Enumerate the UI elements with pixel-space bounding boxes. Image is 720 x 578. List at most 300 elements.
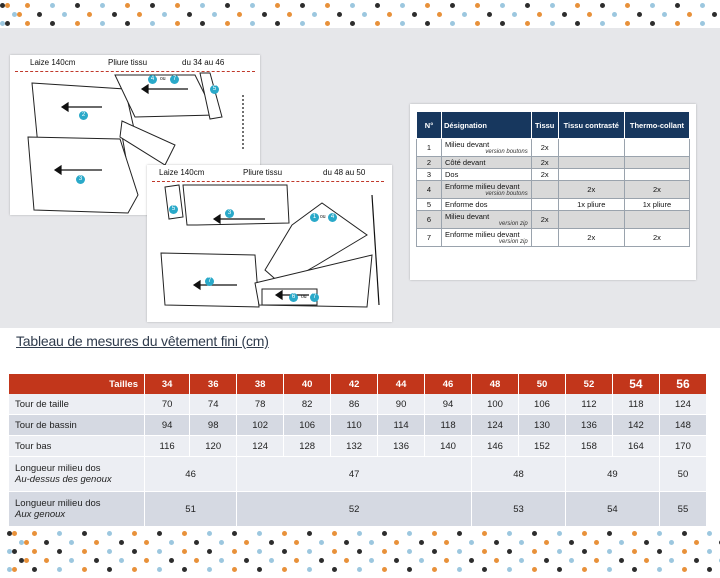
decor-dot (150, 3, 155, 8)
decor-dot (24, 558, 29, 563)
mesure-value-cell: 124 (659, 394, 706, 415)
decor-dot (594, 540, 599, 545)
decor-dot (650, 3, 655, 8)
decor-dot (632, 549, 637, 554)
mesure-row (9, 394, 707, 415)
decor-dot (207, 549, 212, 554)
laize-label: Laize 140cm (159, 168, 205, 177)
piece-badge-5: 5 (169, 205, 178, 214)
decor-dot (319, 540, 324, 545)
tailles-header: Tailles (9, 374, 145, 394)
decor-dot (569, 540, 574, 545)
decor-dot (632, 531, 637, 536)
decor-dot (387, 12, 392, 17)
decor-dot (225, 21, 230, 26)
decor-dot (357, 531, 362, 536)
mesure-row-label: Tour de taille (9, 394, 145, 415)
decor-dot (32, 549, 37, 554)
tissu-version-note: version zip (499, 221, 528, 227)
tissu-designation-cell (442, 211, 532, 229)
decor-dot (50, 3, 55, 8)
decor-dot (100, 21, 105, 26)
tissu-row (417, 139, 690, 157)
decor-dot (612, 12, 617, 17)
decor-dot (200, 21, 205, 26)
mesure-value-cell: 70 (145, 394, 190, 415)
decor-dot (662, 12, 667, 17)
tissu-thermo-cell (624, 229, 689, 247)
tissu-designation-cell (442, 139, 532, 157)
decor-dot (25, 21, 30, 26)
tissu-num-cell (417, 211, 442, 229)
tissu-qty-cell-text: 2x (540, 158, 549, 167)
mesure-value-cell: 136 (378, 436, 425, 457)
decor-dot (450, 3, 455, 8)
decor-dot (25, 3, 30, 8)
decor-dot (157, 549, 162, 554)
decor-dot (500, 21, 505, 26)
decor-dot (194, 540, 199, 545)
decor-dot (557, 549, 562, 554)
pattern-pieces-drawing (147, 165, 392, 322)
piece-ou-label: ou (301, 294, 307, 300)
decor-dot (675, 21, 680, 26)
decor-dot (82, 549, 87, 554)
decor-dot (57, 549, 62, 554)
tissu-qty-cell (531, 157, 558, 169)
decor-dot (44, 540, 49, 545)
longueur-row (9, 457, 707, 492)
col-num: N° (417, 112, 442, 139)
tissu-thermo-cell (624, 199, 689, 211)
decor-dot (375, 21, 380, 26)
decor-dot (175, 3, 180, 8)
decor-dot (132, 531, 137, 536)
tissu-designation-cell-text: Dos (445, 170, 459, 179)
tissu-contraste-cell-text: 1x pliure (577, 200, 606, 209)
col-tissu: Tissu (531, 112, 558, 139)
mesure-value-cell: 98 (190, 415, 237, 436)
longueur-value-cell: 55 (659, 492, 706, 527)
decor-dot (32, 531, 37, 536)
tissu-designation-cell-text: Milieu devant (445, 140, 490, 149)
decor-dot (619, 540, 624, 545)
piece-badge-6: 6 (289, 293, 298, 302)
mesure-value-cell: 86 (331, 394, 378, 415)
decor-dot (475, 3, 480, 8)
decor-dot (44, 558, 49, 563)
decor-dot (200, 3, 205, 8)
decor-dot (5, 3, 10, 8)
decor-dot (12, 567, 17, 572)
decor-dot (550, 3, 555, 8)
decor-dot (500, 3, 505, 8)
decor-dot (532, 531, 537, 536)
mesure-value-cell: 106 (284, 415, 331, 436)
decor-dot (232, 567, 237, 572)
mesures-title: Tableau de mesures du vêtement fini (cm) (16, 333, 269, 349)
mesure-value-cell: 102 (237, 415, 284, 436)
decor-dot (482, 567, 487, 572)
longueur-value-cell: 49 (565, 457, 659, 492)
decor-dot (419, 558, 424, 563)
decor-dot (694, 558, 699, 563)
mesure-value-cell: 142 (612, 415, 659, 436)
decor-dot (382, 567, 387, 572)
decor-dot (157, 531, 162, 536)
mesure-value-cell: 118 (425, 415, 472, 436)
decor-dot (507, 567, 512, 572)
decor-dot (232, 549, 237, 554)
decor-dot (469, 558, 474, 563)
decor-dot (632, 567, 637, 572)
decor-dot (12, 549, 17, 554)
decor-dot (682, 531, 687, 536)
decor-dot (312, 12, 317, 17)
tissu-num-cell-text: 1 (426, 143, 432, 152)
tissu-row (417, 181, 690, 199)
decor-dot (419, 540, 424, 545)
decor-dot (457, 549, 462, 554)
longueur-value-cell: 48 (472, 457, 566, 492)
decor-dot (557, 567, 562, 572)
decor-dot (394, 540, 399, 545)
decor-dot (607, 567, 612, 572)
mesure-value-cell: 74 (190, 394, 237, 415)
decor-dot (450, 21, 455, 26)
decor-dot (700, 3, 705, 8)
decor-dot (382, 549, 387, 554)
decor-dot (557, 531, 562, 536)
size-header-52: 52 (565, 374, 612, 394)
decor-dot (575, 3, 580, 8)
mesure-value-cell: 110 (331, 415, 378, 436)
decor-dot (657, 531, 662, 536)
size-header-40: 40 (284, 374, 331, 394)
decor-dot (382, 531, 387, 536)
piece-badge-1: 1 (310, 213, 319, 222)
decor-dot (282, 549, 287, 554)
decor-dot (407, 567, 412, 572)
decor-dot (282, 531, 287, 536)
decor-dot (462, 12, 467, 17)
decor-dot (300, 3, 305, 8)
decor-dot (257, 549, 262, 554)
longueur-value-cell: 53 (472, 492, 566, 527)
decor-dot (575, 21, 580, 26)
mesures-table (9, 374, 707, 527)
decor-dot (550, 21, 555, 26)
decor-dot (325, 3, 330, 8)
decor-dot (582, 567, 587, 572)
tissu-thermo-cell-text: 2x (652, 233, 661, 242)
decor-dot (250, 21, 255, 26)
tissu-contraste-cell (558, 169, 624, 181)
tissu-contraste-cell (558, 199, 624, 211)
mesure-value-cell: 132 (331, 436, 378, 457)
decor-dot (519, 558, 524, 563)
mesure-value-cell: 94 (425, 394, 472, 415)
decor-dot (357, 567, 362, 572)
decor-dot (144, 540, 149, 545)
decor-dot (569, 558, 574, 563)
decor-dot (694, 540, 699, 545)
decor-dot (169, 558, 174, 563)
tissu-contraste-cell-text: 2x (587, 233, 596, 242)
decor-dot (225, 3, 230, 8)
decor-dot (207, 567, 212, 572)
decor-dot (57, 567, 62, 572)
laize-label: Laize 140cm (30, 58, 76, 67)
mesure-value-cell: 128 (284, 436, 331, 457)
tissu-row (417, 169, 690, 181)
decor-dot (375, 3, 380, 8)
decor-dot (12, 531, 17, 536)
tissu-num-cell (417, 139, 442, 157)
decor-dot (669, 558, 674, 563)
decor-dot (257, 567, 262, 572)
tissu-qty-cell (531, 181, 558, 199)
decor-dot (369, 558, 374, 563)
tissu-version-note: version boutons (485, 191, 528, 197)
longueur-value-cell: 46 (145, 457, 237, 492)
tissu-num-cell-text: 7 (426, 233, 432, 242)
mesure-value-cell: 106 (519, 394, 566, 415)
longueur-value-cell: 50 (659, 457, 706, 492)
tissu-num-cell-text: 3 (426, 170, 432, 179)
decor-dot (187, 12, 192, 17)
longueur-value-cell: 52 (237, 492, 472, 527)
col-designation: Désignation (442, 112, 532, 139)
pliure-label: Pliure tissu (243, 168, 283, 177)
decor-dot (269, 540, 274, 545)
piece-ou-label: ou (160, 76, 166, 82)
tissu-qty-cell-text: 2x (540, 215, 549, 224)
decor-dot (119, 540, 124, 545)
decor-dot (600, 3, 605, 8)
tissu-designation-cell (442, 169, 532, 181)
mesure-value-cell: 164 (612, 436, 659, 457)
tissu-designation-cell-text: Enforme milieu devant (445, 230, 520, 239)
mesure-value-cell: 148 (659, 415, 706, 436)
decor-dot (350, 3, 355, 8)
decor-dot (82, 531, 87, 536)
tissu-contraste-cell (558, 139, 624, 157)
size-header-48: 48 (472, 374, 519, 394)
tissu-version-note: version zip (499, 239, 528, 245)
tissu-qty-cell (531, 229, 558, 247)
mesure-value-cell: 120 (190, 436, 237, 457)
decor-dot (432, 567, 437, 572)
decor-dot (194, 558, 199, 563)
mesure-value-cell: 146 (472, 436, 519, 457)
size-range-label: du 34 au 46 (182, 58, 225, 67)
decor-dot (94, 540, 99, 545)
size-header-44: 44 (378, 374, 425, 394)
decor-dot (94, 558, 99, 563)
decor-dot (344, 540, 349, 545)
decor-dot (607, 549, 612, 554)
bottom-dot-border (0, 528, 720, 578)
mesure-value-cell: 94 (145, 415, 190, 436)
decor-dot (532, 549, 537, 554)
decor-dot (532, 567, 537, 572)
tissu-contraste-cell-text: 2x (587, 185, 596, 194)
tissu-thermo-cell (624, 211, 689, 229)
decor-dot (582, 549, 587, 554)
decor-dot (369, 540, 374, 545)
mesure-row-label: Tour bas (9, 436, 145, 457)
decor-dot (469, 540, 474, 545)
decor-dot (425, 21, 430, 26)
mesure-value-cell: 158 (565, 436, 612, 457)
tissu-row (417, 211, 690, 229)
piece-ou-label: ou (320, 214, 326, 220)
decor-dot (644, 558, 649, 563)
mesure-value-cell: 112 (565, 394, 612, 415)
tissu-qty-cell-text: 2x (540, 170, 549, 179)
tissu-version-note: version boutons (485, 149, 528, 155)
decor-dot (675, 3, 680, 8)
mesure-value-cell: 124 (472, 415, 519, 436)
decor-dot (319, 558, 324, 563)
decor-dot (362, 12, 367, 17)
longueur-value-cell: 54 (565, 492, 659, 527)
decor-dot (657, 549, 662, 554)
decor-dot (544, 540, 549, 545)
mesure-value-cell: 152 (519, 436, 566, 457)
decor-dot (525, 3, 530, 8)
longueur-sub-text: Aux genoux (15, 509, 66, 520)
decor-dot (432, 531, 437, 536)
decor-dot (144, 558, 149, 563)
decor-dot (137, 12, 142, 17)
tissu-contraste-cell (558, 181, 624, 199)
decor-dot (525, 21, 530, 26)
decor-dot (132, 567, 137, 572)
decor-dot (407, 549, 412, 554)
tissu-qty-cell (531, 199, 558, 211)
decor-dot (350, 21, 355, 26)
tissu-designation-cell-text: Enforme dos (445, 200, 488, 209)
piece-badge-4: 4 (148, 75, 157, 84)
decor-dot (644, 540, 649, 545)
decor-dot (507, 549, 512, 554)
pattern-layout-bottom (147, 165, 392, 322)
tissu-row (417, 199, 690, 211)
decor-dot (437, 12, 442, 17)
decor-dot (607, 531, 612, 536)
decor-dot (182, 567, 187, 572)
decor-dot (275, 21, 280, 26)
decor-dot (107, 531, 112, 536)
col-thermo: Thermo-collant (624, 112, 689, 139)
decor-dot (332, 567, 337, 572)
decor-dot (82, 567, 87, 572)
mesure-row (9, 415, 707, 436)
decor-dot (325, 21, 330, 26)
size-header-38: 38 (237, 374, 284, 394)
decor-dot (275, 3, 280, 8)
tissu-qty-cell-text: 2x (540, 143, 549, 152)
decor-dot (475, 21, 480, 26)
tissu-contraste-cell (558, 229, 624, 247)
mesure-value-cell: 130 (519, 415, 566, 436)
size-header-46: 46 (425, 374, 472, 394)
decor-dot (332, 549, 337, 554)
mesure-row-label: Tour de bassin (9, 415, 145, 436)
decor-dot (175, 21, 180, 26)
decor-dot (669, 540, 674, 545)
decor-dot (494, 540, 499, 545)
size-header-54: 54 (612, 374, 659, 394)
decor-dot (182, 531, 187, 536)
decor-dot (57, 531, 62, 536)
tissu-designation-cell (442, 199, 532, 211)
decor-dot (712, 12, 717, 17)
decor-dot (687, 12, 692, 17)
decor-dot (494, 558, 499, 563)
decor-dot (107, 567, 112, 572)
tissu-contraste-cell (558, 157, 624, 169)
decor-dot (519, 540, 524, 545)
tissu-thermo-cell (624, 181, 689, 199)
decor-dot (125, 21, 130, 26)
piece-badge-3: 3 (76, 175, 85, 184)
tissu-row (417, 229, 690, 247)
decor-dot (487, 12, 492, 17)
size-header-36: 36 (190, 374, 237, 394)
tissu-designation-cell (442, 181, 532, 199)
tissu-num-cell-text: 5 (426, 200, 432, 209)
tissu-qty-cell (531, 211, 558, 229)
decor-dot (307, 567, 312, 572)
mesure-value-cell: 114 (378, 415, 425, 436)
tissu-designation-cell-text: Côté devant (445, 158, 486, 167)
decor-dot (107, 549, 112, 554)
tissu-thermo-cell (624, 157, 689, 169)
size-header-42: 42 (331, 374, 378, 394)
size-header-50: 50 (519, 374, 566, 394)
tissu-num-cell-text: 4 (426, 185, 432, 194)
decor-dot (300, 21, 305, 26)
mesure-value-cell: 100 (472, 394, 519, 415)
tissu-contraste-cell (558, 211, 624, 229)
decor-dot (169, 540, 174, 545)
mesure-row (9, 436, 707, 457)
decor-dot (544, 558, 549, 563)
decor-dot (537, 12, 542, 17)
tissu-thermo-cell-text: 2x (652, 185, 661, 194)
decor-dot (344, 558, 349, 563)
decor-dot (432, 549, 437, 554)
decor-dot (407, 531, 412, 536)
decor-dot (637, 12, 642, 17)
decor-dot (707, 567, 712, 572)
tissu-row (417, 157, 690, 169)
decor-dot (657, 567, 662, 572)
decor-dot (5, 21, 10, 26)
decor-dot (282, 567, 287, 572)
decor-dot (482, 549, 487, 554)
decor-dot (294, 540, 299, 545)
size-range-label: du 48 au 50 (323, 168, 366, 177)
decor-dot (125, 3, 130, 8)
decor-dot (587, 12, 592, 17)
tissu-num-cell (417, 157, 442, 169)
decor-dot (400, 3, 405, 8)
tissu-table (416, 111, 690, 247)
